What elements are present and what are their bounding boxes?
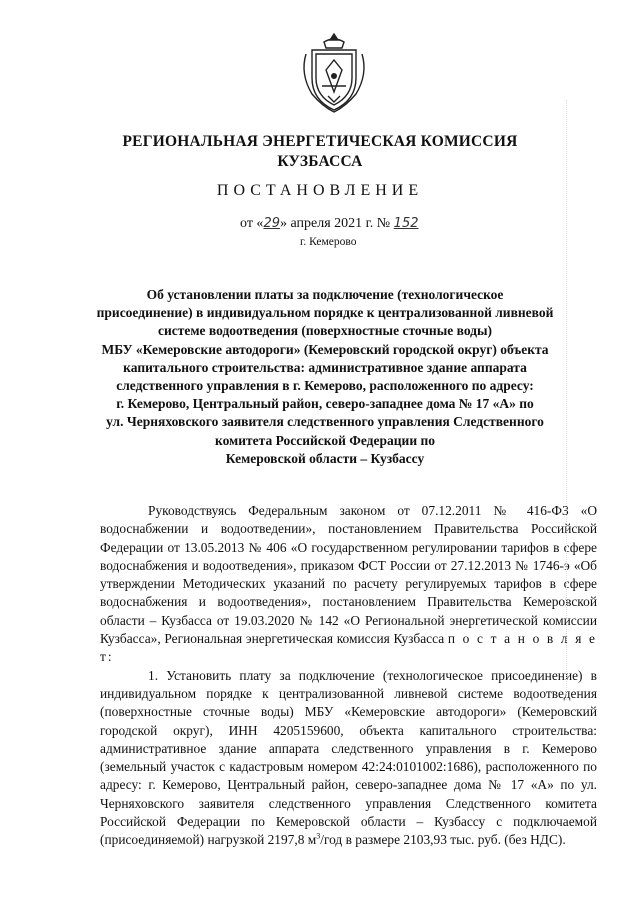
date-prefix: от « [240,216,264,231]
city-label: г. Кемерово [300,236,357,248]
organization-title [90,132,550,172]
document-type: ПОСТАНОВЛЕНИЕ [216,182,424,199]
document-body [100,502,597,850]
date-suffix: » апреля 2021 г. № [279,216,391,231]
coat-of-arms-emblem [298,30,370,116]
subject-line: МБУ «Кемеровские автодороги» (Кемеровский городской округ) объекта [101,341,549,357]
subject-line: присоединение) в индивидуальном порядке к централизованной ливневой [96,305,554,321]
item-1-paragraph [100,667,597,850]
subject-line: комитета Российской Федерации по [214,432,436,448]
subject-line: системе водоотведения (поверхностные сточные воды) [157,323,493,339]
org-title-line-1: РЕГИОНАЛЬНАЯ ЭНЕРГЕТИЧЕСКАЯ КОМИССИЯ [122,133,518,150]
subject-line: Кемеровской области – Кузбассу [225,450,425,466]
handwritten-day: 29 [263,216,280,231]
preamble-text: Руководствуясь Федеральным законом от 07.12.2011 № 416-ФЗ «О водоснабжении и водоотведении», постановлением Правительства Российской Федерации от 13.05.2013 № 406 «О государственном регулировании тарифов в сфере водоснабжения и водоотведения», приказом ФСТ России от 27.12.2013 № 1746-э «Об утверждении Методических указаний по расчету регулируемых тарифов в сфере водоснабжения и водоотведения», постановлением Правительства Кемеровской области – Кузбасса от 19.03.2020 № 142 «О Региональной энергетической комиссии Кузбасса», Региональная энергетическая комиссия Кузбасса [100,503,597,647]
preamble-paragraph [100,502,597,667]
document-subject [80,286,570,468]
subject-line: ул. Черняховского заявителя следственного управления Следственного [106,414,544,430]
date-and-number [240,216,500,232]
org-title-line-2: КУЗБАССА [277,153,363,170]
subject-line: г. Кемерово, Центральный район, северо-западнее дома № 17 «А» по [116,396,534,412]
scan-edge-mark [566,100,568,700]
subject-line: Об установлении платы за подключение (технологическое [146,287,504,302]
subject-line: капитального строительства: административное здание аппарата [123,359,527,375]
handwritten-number: 152 [393,216,419,231]
subject-line: следственного управления в г. Кемерово, расположенного по адресу: [116,378,534,394]
item-1-text: 1. Установить плату за подключение (технологическое присоединение) в индивидуальном порядке к централизованной ливневой системе водоотведения (поверхностные сточные воды) МБУ «Кемеровские автодороги» (Кемеровский городской округ), ИНН 4205159600, объекта капитального строительства: административное здание аппарата следственного управления в г. Кемерово (земельный участок с кадастровым номером 42:24:0101002:1686), расположенного по адресу: г. Кемерово, Центральный район, северо-западнее дома № 17 «А» по ул. Черняховского заявителя следственного управления Следственного комитета Российской Федерации по Кемеровской области – Кузбассу с подключаемой (присоединяемой) нагрузкой 2197,8 м [100,667,597,848]
item-1-superscript: 3 [316,831,321,841]
resolves-text: п о с т а н о в л я е т: [100,631,598,665]
item-1-text-end: /год в размере 2103,93 тыс. руб. (без НДС). [320,832,566,848]
